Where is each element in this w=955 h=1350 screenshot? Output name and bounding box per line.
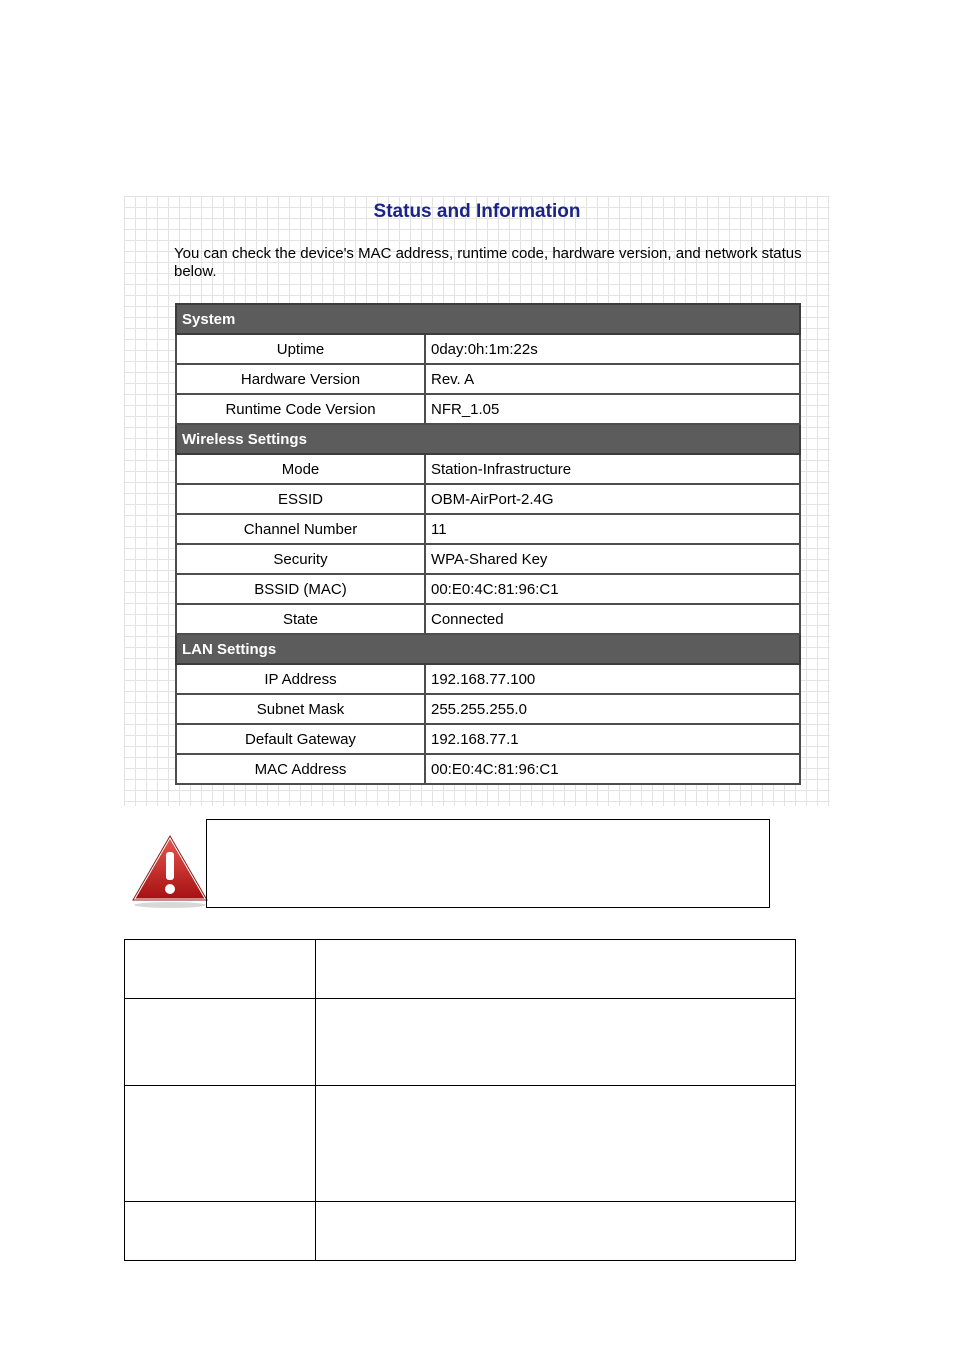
table-row [125,1086,796,1202]
runtime-code-version-label: Runtime Code Version [176,394,425,424]
page-description: You can check the device's MAC address, runtime code, hardware version, and network status below. [174,245,802,280]
table-row [176,694,800,724]
table-cell [125,1086,316,1202]
hardware-version-label: Hardware Version [176,364,425,394]
ip-address-value: 192.168.77.100 [425,664,800,694]
subnet-mask-value: 255.255.255.0 [425,694,800,724]
mode-value: Station-Infrastructure [425,454,800,484]
table-cell [125,1202,316,1261]
section-wireless-header: Wireless Settings [176,424,800,454]
state-label: State [176,604,425,634]
channel-number-value: 11 [425,514,800,544]
subnet-mask-label: Subnet Mask [176,694,425,724]
essid-label: ESSID [176,484,425,514]
table-cell [125,999,316,1086]
bssid-value: 00:E0:4C:81:96:C1 [425,574,800,604]
essid-value: OBM-AirPort-2.4G [425,484,800,514]
uptime-value: 0day:0h:1m:22s [425,334,800,364]
table-row [176,514,800,544]
table-cell [125,940,316,999]
table-row [176,544,800,574]
bssid-label: BSSID (MAC) [176,574,425,604]
table-row [125,1202,796,1261]
table-row [125,940,796,999]
page-title: Status and Information [373,201,581,222]
ip-address-label: IP Address [176,664,425,694]
table-cell [316,1202,796,1261]
table-row [176,334,800,364]
hardware-version-value: Rev. A [425,364,800,394]
security-value: WPA-Shared Key [425,544,800,574]
description-table [124,939,796,1261]
section-lan-header: LAN Settings [176,634,800,664]
table-row [176,454,800,484]
section-header-row [176,424,800,454]
uptime-label: Uptime [176,334,425,364]
table-row [125,999,796,1086]
table-row [176,754,800,784]
table-cell [316,1086,796,1202]
note-box [206,819,770,908]
default-gateway-label: Default Gateway [176,724,425,754]
security-label: Security [176,544,425,574]
table-row [176,664,800,694]
mode-label: Mode [176,454,425,484]
table-cell [316,999,796,1086]
section-header-row [176,634,800,664]
table-row [176,604,800,634]
table-row [176,364,800,394]
channel-number-label: Channel Number [176,514,425,544]
mac-address-label: MAC Address [176,754,425,784]
status-table [175,303,801,785]
mac-address-value: 00:E0:4C:81:96:C1 [425,754,800,784]
table-cell [316,940,796,999]
section-header-row [176,304,800,334]
table-row [176,574,800,604]
status-information-panel [124,196,830,806]
default-gateway-value: 192.168.77.1 [425,724,800,754]
section-system-header: System [176,304,800,334]
state-value: Connected [425,604,800,634]
table-row [176,394,800,424]
table-row [176,484,800,514]
table-row [176,724,800,754]
warning-triangle-icon [130,832,210,910]
runtime-code-version-value: NFR_1.05 [425,394,800,424]
